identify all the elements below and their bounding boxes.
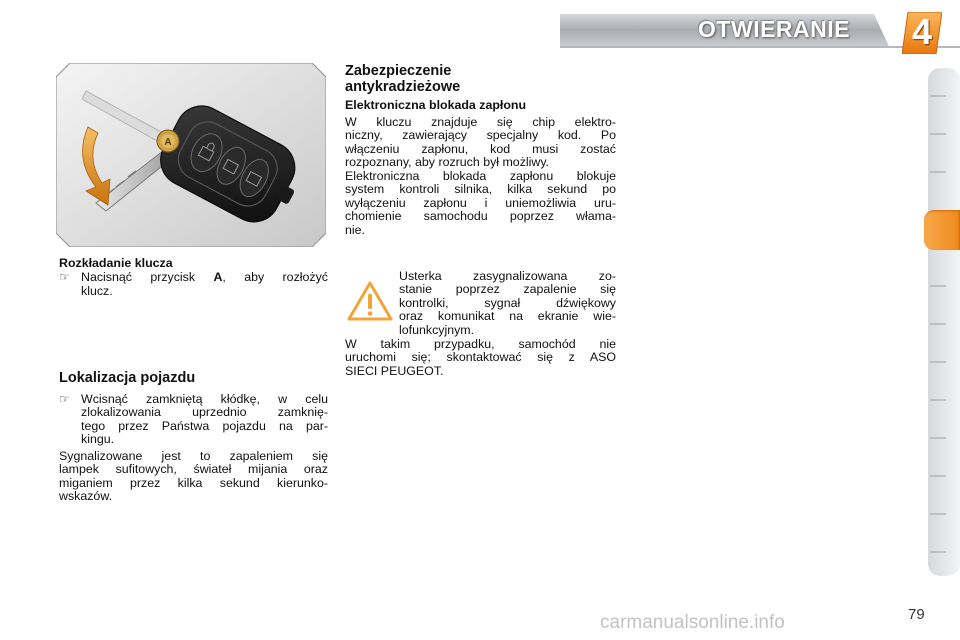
unfold-bullet-prefix: Nacisnąć przycisk bbox=[81, 270, 196, 284]
locate-para-line: miganiem przez kilka sekund kierunko- bbox=[59, 475, 328, 490]
unfold-bullet-suffix: , aby rozłożyć bbox=[222, 270, 328, 284]
warning-line: oraz komunikat na ekranie wie- bbox=[399, 309, 616, 324]
warning-line: kontrolki, sygnał dźwiękowy bbox=[399, 295, 616, 310]
unfold-bullet bbox=[59, 271, 328, 299]
antitheft-para2-line: wyłączeniu zapłonu i uniemożliwia uru- bbox=[345, 195, 616, 210]
antitheft-para2-line: nie. bbox=[345, 222, 365, 237]
warning-text bbox=[399, 270, 616, 337]
antitheft-para1-line: rozpoznany, aby rozruch był możliwy. bbox=[345, 155, 550, 170]
watermark: carmanualsonline.info bbox=[600, 612, 785, 633]
antitheft-para1-line: niczny, zawierający specjalny kod. Po bbox=[345, 128, 616, 143]
antitheft-para2-line: Elektroniczna blokada zapłonu blokuje bbox=[345, 169, 616, 183]
antitheft-heading bbox=[345, 63, 460, 95]
antitheft-para2-line: chomienie samochodu poprzez włama- bbox=[345, 209, 616, 224]
antitheft-heading-line2: antykradzieżowe bbox=[345, 79, 461, 95]
active-chapter-tab[interactable] bbox=[924, 210, 960, 250]
locate-bullet bbox=[59, 393, 328, 449]
locate-para-line: lampek sufitowych, świateł mijania oraz bbox=[59, 462, 328, 477]
chapter-title: OTWIERANIE bbox=[698, 16, 850, 42]
antitheft-para3-line: W takim przypadku, samochód nie bbox=[345, 337, 616, 351]
antitheft-paragraph-2 bbox=[345, 170, 616, 237]
locate-para-line: Sygnalizowane jest to zapaleniem się bbox=[59, 449, 328, 463]
antitheft-para1-line: W kluczu znajduje się chip elektro- bbox=[345, 115, 616, 129]
locate-bullet-line: Wcisnąć zamkniętą kłódkę, w celu bbox=[81, 392, 328, 406]
warning-line: lofunkcyjnym. bbox=[399, 322, 475, 337]
locate-bullet-line: tego przez Państwa pojazdu na par- bbox=[81, 418, 328, 433]
antitheft-para2-line: system kontroli silnika, kilka sekund po bbox=[345, 182, 616, 197]
antitheft-heading-line1: Zabezpieczenie bbox=[345, 63, 452, 79]
warning-triangle-icon bbox=[346, 280, 394, 322]
pointing-hand-icon: ☞ bbox=[59, 392, 70, 406]
unfold-bullet-line2: klucz. bbox=[81, 284, 113, 298]
antitheft-para3-line: SIECI PEUGEOT. bbox=[345, 363, 444, 378]
button-a-label: A bbox=[164, 137, 172, 148]
locate-para-line: wskazów. bbox=[59, 489, 113, 504]
antitheft-para1-line: włączeniu zapłonu, kod musi zostać bbox=[345, 141, 616, 156]
locate-bullet-line: zlokalizowania uprzednio zamknię- bbox=[81, 405, 328, 420]
locate-heading: Lokalizacja pojazdu bbox=[59, 370, 196, 386]
pointing-hand-icon: ☞ bbox=[59, 270, 70, 284]
antitheft-paragraph-1 bbox=[345, 116, 616, 170]
unfold-heading: Rozkładanie klucza bbox=[59, 256, 173, 270]
chapter-number: 4 bbox=[911, 11, 933, 52]
key-illustration bbox=[56, 63, 326, 247]
unfold-bullet-bold: A bbox=[213, 270, 223, 284]
antitheft-para3-line: uruchomi się; skontaktować się z ASO bbox=[345, 350, 616, 365]
immobiliser-subheading: Elektroniczna blokada zapłonu bbox=[345, 98, 527, 112]
chapter-tab-strip bbox=[926, 68, 960, 576]
locate-bullet-line: kingu. bbox=[81, 432, 115, 447]
warning-line: Usterka zasygnalizowana zo- bbox=[399, 269, 616, 283]
antitheft-paragraph-3 bbox=[345, 338, 616, 378]
locate-paragraph bbox=[59, 450, 328, 504]
warning-line: stanie poprzez zapalenie się bbox=[399, 282, 616, 297]
page-number: 79 bbox=[908, 606, 925, 623]
